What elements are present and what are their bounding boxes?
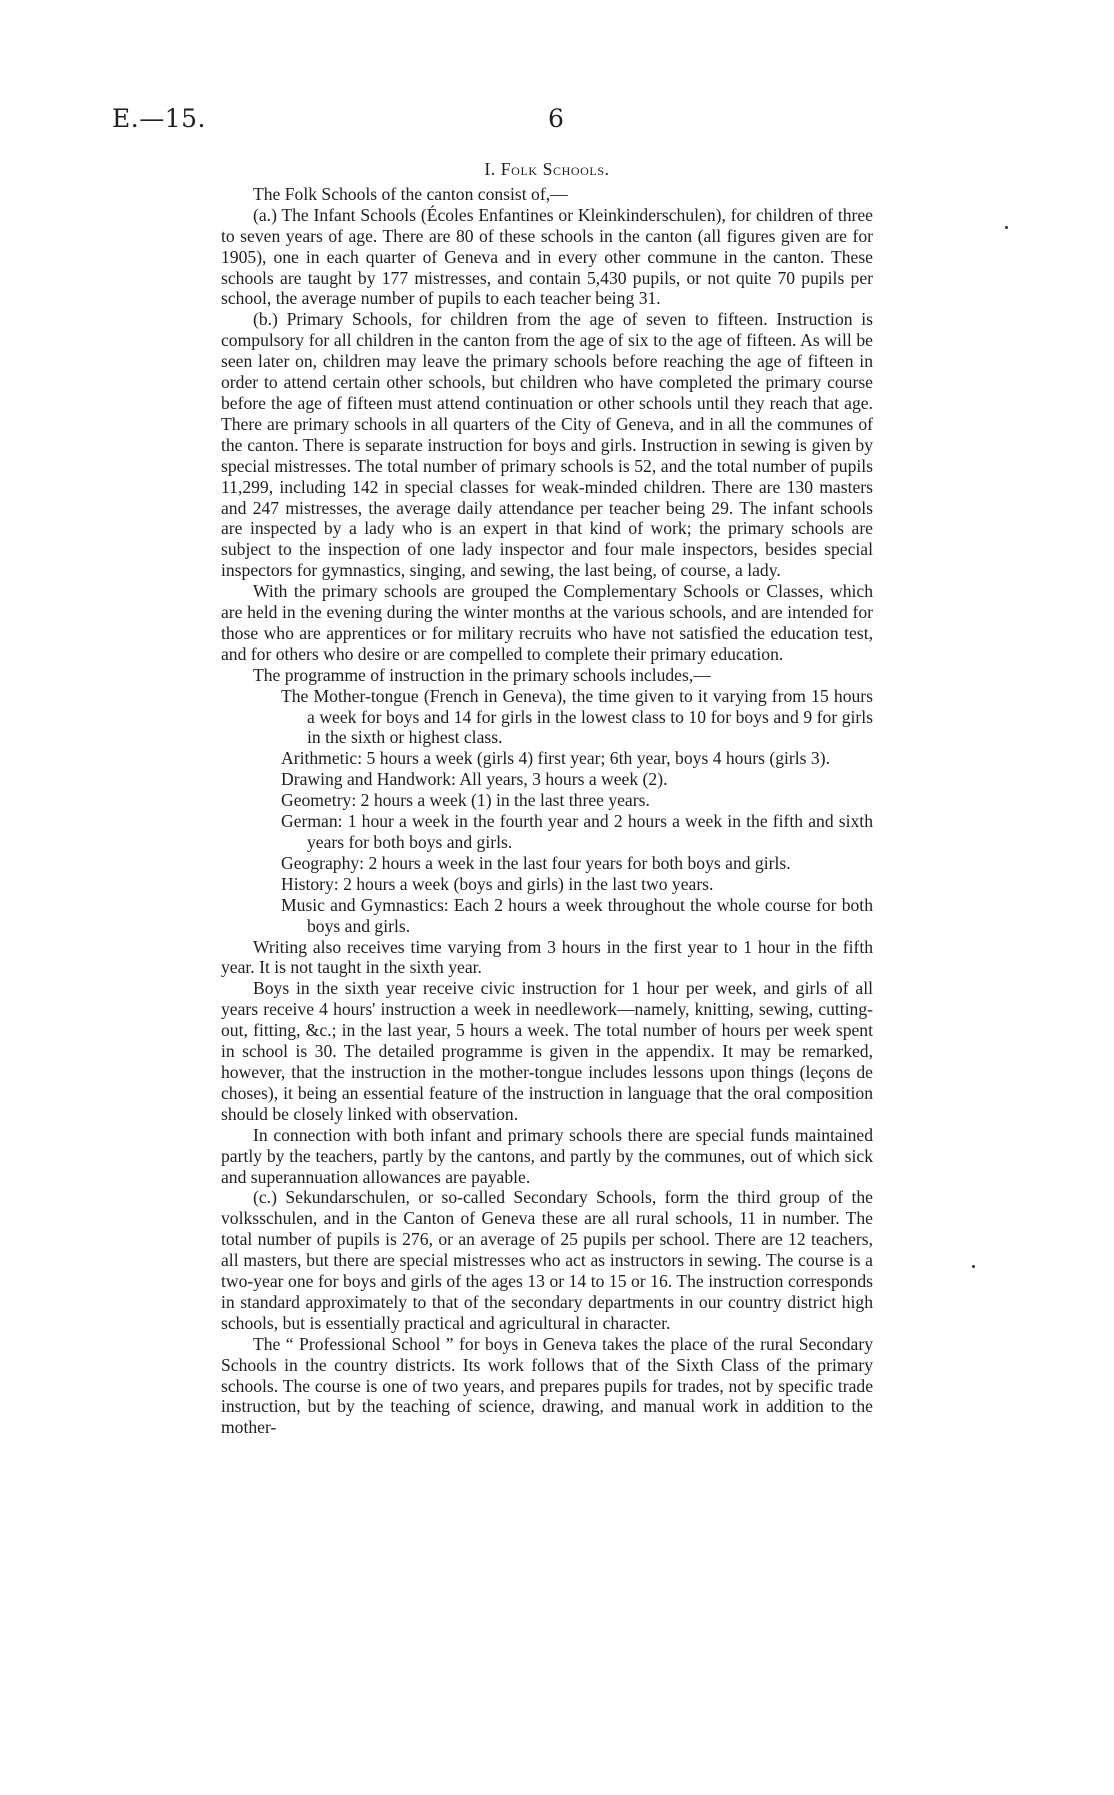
page-number: 6 <box>548 104 564 133</box>
paragraph: (b.) Primary Schools, for children from the age of seven to fifteen. Instruction is compulsory for all children in the canton from the age of six to the age of fifteen. As will be seen later on, children may leave the primary schools before reaching the age of fifteen in order to attend certain other schools, but children who have completed the primary course before the age of fifteen must attend continuation or other schools until they reach that age. There are primary schools in all quarters of the City of Geneva, and in all the communes of the canton. There is separate instruction for boys and girls. Instruction in sewing is given by special mistresses. The total number of primary schools is 52, and the total number of pupils 11,299, including 142 in special classes for weak-minded children. There are 130 masters and 247 mistresses, the average daily attendance per teacher being 29. The infant schools are inspected by a lady who is an expert in that kind of work; the primary schools are subject to the inspection of one lady inspector and four male inspectors, besides special inspectors for gymnastics, singing, and sewing, the last being, of course, a lady. <box>221 309 873 581</box>
section-heading: I. Folk Schools. <box>484 159 610 179</box>
paragraph: (c.) Sekundarschulen, or so-called Secondary Schools, form the third group of the volksschulen, and in the Canton of Geneva these are all rural schools, 11 in number. The total number of pupils is 276, or an average of 25 pupils per school. There are 12 teachers, all masters, but there are special mistresses who act as instructors in sewing. The course is a two-year one for boys and girls of the ages 13 or 14 to 15 or 16. The instruction corresponds in standard approximately to that of the secondary departments in our country district high schools, but is essentially practical and agricultural in character. <box>221 1187 873 1333</box>
programme-item: Drawing and Handwork: All years, 3 hours a week (2). <box>281 769 668 790</box>
text-body <box>221 159 873 1438</box>
document-reference: E.—15. <box>112 104 206 133</box>
paragraph: (a.) The Infant Schools (Écoles Enfantines or Kleinkinderschulen), for children of three to seven years of age. There are 80 of these schools in the canton (all figures given are for 1905), one in each quarter of Geneva and in every other commune in the canton. These schools are taught by 177 mistresses, and contain 5,430 pupils, or not quite 70 pupils per school, the average number of pupils to each teacher being 31. <box>221 204 873 309</box>
paragraph: Writing also receives time varying from 3 hours in the first year to 1 hour in the fifth year. It is not taught in the sixth year. <box>221 936 873 978</box>
paragraph: The programme of instruction in the primary schools includes,— <box>253 664 711 685</box>
paragraph: With the primary schools are grouped the Complementary Schools or Classes, which are held in the evening during the winter months at the various schools, and are intended for those who are apprentices or for military recruits who have not satisfied the education test, and for others who desire or are compelled to complete their primary education. <box>221 581 873 664</box>
programme-item: Geography: 2 hours a week in the last four years for both boys and girls. <box>281 852 791 873</box>
programme-item: Arithmetic: 5 hours a week (girls 4) first year; 6th year, boys 4 hours (girls 3). <box>281 748 830 769</box>
programme-item: History: 2 hours a week (boys and girls) in the last two years. <box>281 873 714 894</box>
paragraph: The Folk Schools of the canton consist of,— <box>253 183 568 204</box>
margin-mark <box>972 1265 975 1268</box>
programme-item: German: 1 hour a week in the fourth year and 2 hours a week in the fifth and sixth years for both boys and girls. <box>281 811 873 852</box>
paragraph: The “ Professional School ” for boys in Geneva takes the place of the rural Secondary Schools in the country districts. Its work follows that of the Sixth Class of the primary schools. The course is one of two years, and prepares pupils for trades, not by specific trade instruction, but by the teaching of science, drawing, and manual work in addition to the mother- <box>221 1333 873 1438</box>
programme-item: Music and Gymnastics: Each 2 hours a week throughout the whole course for both boys and girls. <box>281 894 873 936</box>
programme-list <box>221 686 873 937</box>
margin-mark <box>1005 226 1008 229</box>
programme-item: Geometry: 2 hours a week (1) in the last three years. <box>281 790 650 811</box>
paragraph: Boys in the sixth year receive civic instruction for 1 hour per week, and girls of all years receive 4 hours' instruction a week in needlework—namely, knitting, sewing, cutting-out, fitting, &c.; in the last year, 5 hours a week. The total number of hours per week spent in school is 30. The detailed programme is given in the appendix. It may be remarked, however, that the instruction in the mother-tongue includes lessons upon things (leçons de choses), it being an essential feature of the instruction in language that the oral composition should be closely linked with observation. <box>221 978 873 1124</box>
paragraph: In connection with both infant and primary schools there are special funds maintained partly by the teachers, partly by the cantons, and partly by the communes, out of which sick and superannuation allowances are payable. <box>221 1124 873 1187</box>
programme-item: The Mother-tongue (French in Geneva), the time given to it varying from 15 hours a week for boys and 14 for girls in the lowest class to 10 for boys and 9 for girls in the sixth or highest class. <box>281 685 873 748</box>
